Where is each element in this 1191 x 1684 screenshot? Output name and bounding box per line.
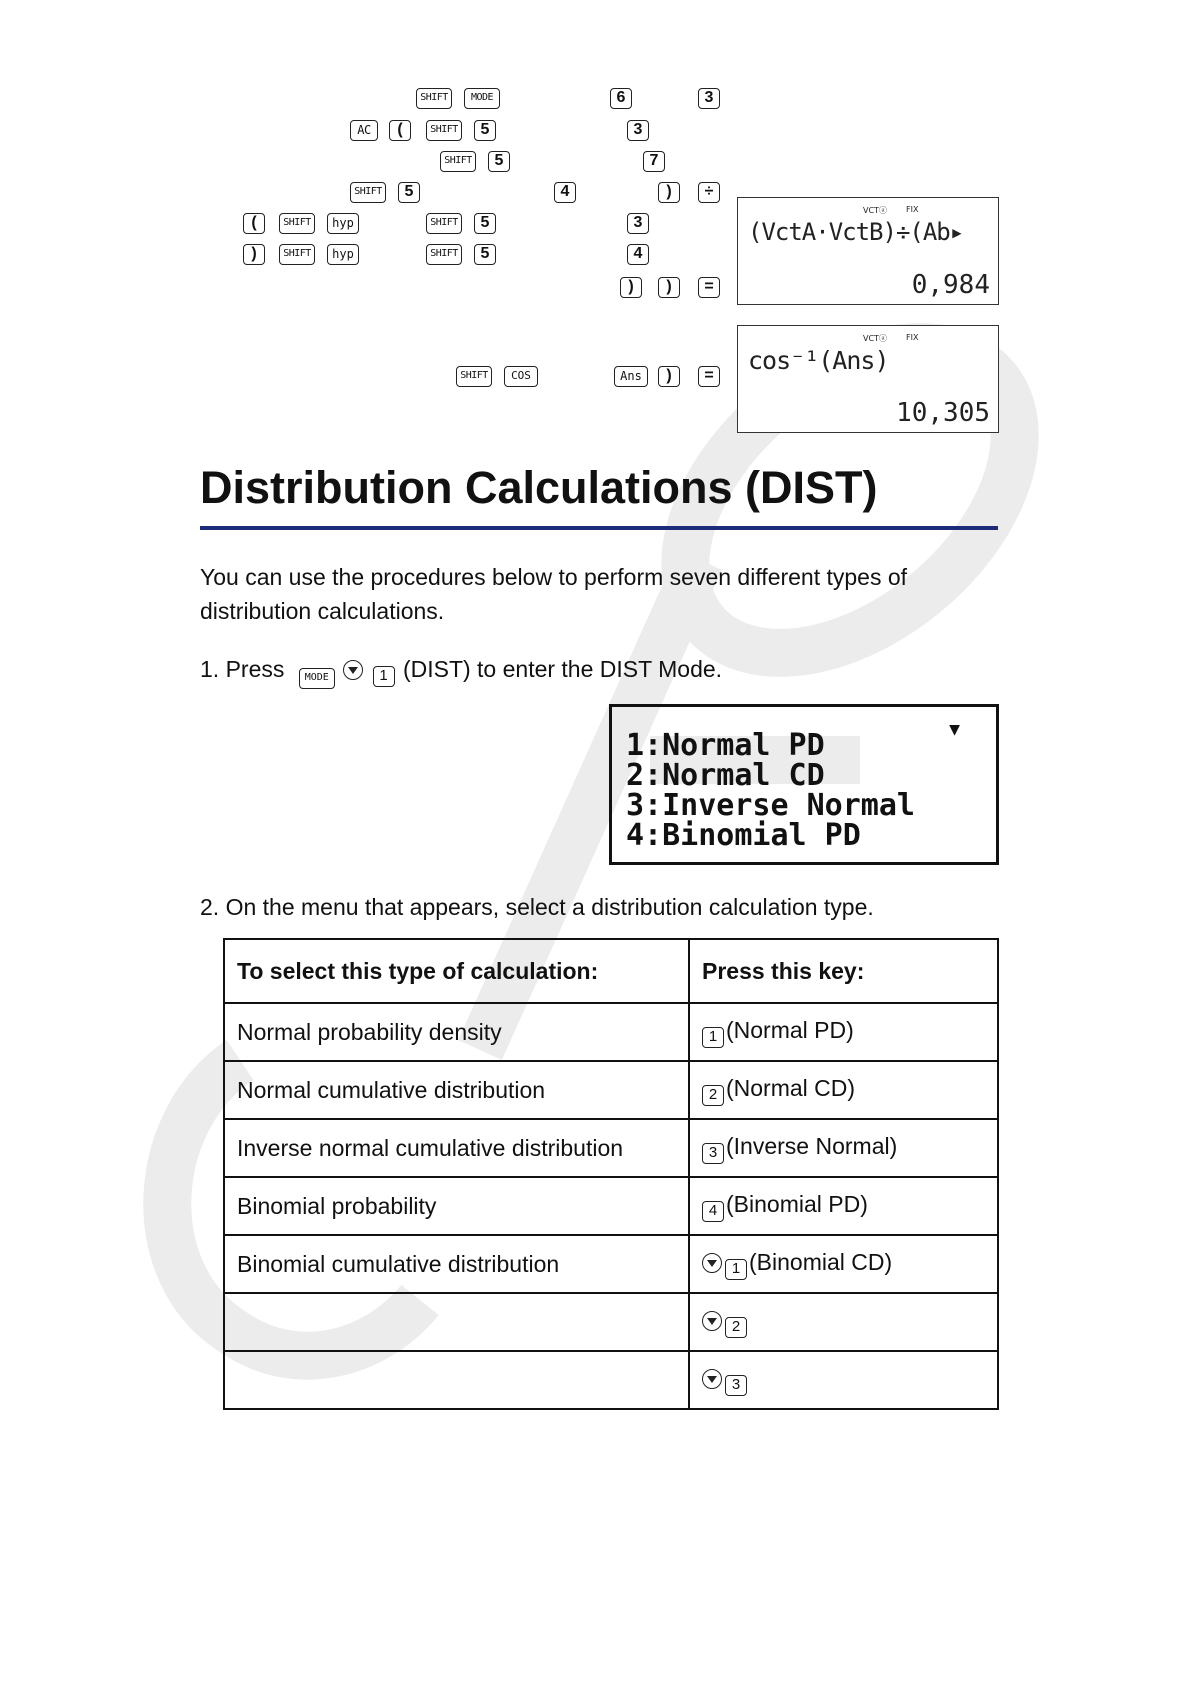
digit-5-key[interactable]: 5 bbox=[488, 151, 510, 172]
heading-rule bbox=[200, 526, 998, 530]
menu-item-inverse-normal: 3:Inverse Normal bbox=[626, 788, 915, 823]
divide-key[interactable]: ÷ bbox=[698, 182, 720, 203]
calculator-screen-1 bbox=[737, 197, 999, 305]
rparen-key[interactable]: ) bbox=[243, 244, 265, 265]
shift-key[interactable]: SHIFT bbox=[456, 366, 492, 387]
hyp-key[interactable]: hyp bbox=[327, 244, 359, 265]
shift-key[interactable]: SHIFT bbox=[416, 88, 452, 109]
digit-key[interactable]: 2 bbox=[702, 1085, 724, 1106]
shift-key[interactable]: SHIFT bbox=[426, 120, 462, 141]
fix-indicator: FIX bbox=[906, 205, 919, 214]
distribution-type-table bbox=[223, 938, 999, 1410]
ac-key[interactable]: AC bbox=[350, 120, 378, 141]
dist-menu-screen bbox=[609, 704, 999, 865]
calculator-screen-2 bbox=[737, 325, 999, 433]
shift-key[interactable]: SHIFT bbox=[426, 244, 462, 265]
calc-type-cell: Binomial cumulative distribution bbox=[224, 1235, 689, 1293]
down-arrow-key-icon[interactable] bbox=[702, 1253, 722, 1273]
key-cell bbox=[689, 1351, 998, 1409]
rparen-key[interactable]: ) bbox=[658, 366, 680, 387]
digit-5-key[interactable]: 5 bbox=[398, 182, 420, 203]
scroll-down-indicator-icon: ▼ bbox=[949, 719, 960, 740]
calc-type-cell: Normal cumulative distribution bbox=[224, 1061, 689, 1119]
intro-paragraph: You can use the procedures below to perform seven different types of distribution calculations. bbox=[200, 564, 908, 624]
key-cell bbox=[689, 1003, 998, 1061]
down-arrow-key-icon[interactable] bbox=[702, 1369, 722, 1389]
table-header: To select this type of calculation: bbox=[224, 939, 689, 1003]
key-label: (Normal PD) bbox=[726, 1016, 854, 1043]
table-header: Press this key: bbox=[689, 939, 998, 1003]
down-arrow-key-icon[interactable] bbox=[343, 660, 363, 680]
digit-4-key[interactable]: 4 bbox=[554, 182, 576, 203]
fix-indicator: FIX bbox=[906, 333, 919, 342]
step-1 bbox=[200, 652, 722, 689]
calc-type-cell: Normal probability density bbox=[224, 1003, 689, 1061]
key-cell bbox=[689, 1235, 998, 1293]
rparen-key[interactable]: ) bbox=[658, 182, 680, 203]
key-cell bbox=[689, 1177, 998, 1235]
calc-type-cell bbox=[224, 1351, 689, 1409]
screen-result: 10,305 bbox=[896, 398, 990, 428]
calc-type-cell: Inverse normal cumulative distribution bbox=[224, 1119, 689, 1177]
digit-7-key[interactable]: 7 bbox=[643, 151, 665, 172]
shift-key[interactable]: SHIFT bbox=[440, 151, 476, 172]
vct-indicator: VCTⓐ bbox=[863, 206, 887, 215]
digit-4-key[interactable]: 4 bbox=[627, 244, 649, 265]
rparen-key[interactable]: ) bbox=[620, 277, 642, 298]
hyp-key[interactable]: hyp bbox=[327, 213, 359, 234]
key-cell bbox=[689, 1293, 998, 1351]
cos-key[interactable]: COS bbox=[504, 366, 538, 387]
digit-5-key[interactable]: 5 bbox=[474, 213, 496, 234]
key-cell bbox=[689, 1061, 998, 1119]
lparen-key[interactable]: ( bbox=[389, 120, 411, 141]
digit-3-key[interactable]: 3 bbox=[698, 88, 720, 109]
shift-key[interactable]: SHIFT bbox=[279, 213, 315, 234]
key-label: (Binomial CD) bbox=[749, 1248, 893, 1275]
digit-5-key[interactable]: 5 bbox=[474, 244, 496, 265]
screen-expression: cos⁻¹(Ans) bbox=[748, 346, 889, 375]
section-heading: Distribution Calculations (DIST) bbox=[200, 462, 878, 513]
calc-type-cell: Binomial probability bbox=[224, 1177, 689, 1235]
lparen-key[interactable]: ( bbox=[243, 213, 265, 234]
equals-key[interactable]: = bbox=[698, 277, 720, 298]
down-arrow-key-icon[interactable] bbox=[702, 1311, 722, 1331]
rparen-key[interactable]: ) bbox=[658, 277, 680, 298]
table-row bbox=[224, 1177, 998, 1235]
step-1-prefix: 1. Press bbox=[200, 656, 285, 682]
key-label: (Inverse Normal) bbox=[726, 1132, 898, 1159]
digit-key[interactable]: 4 bbox=[702, 1201, 724, 1222]
vct-indicator: VCTⓐ bbox=[863, 334, 887, 343]
digit-key[interactable]: 1 bbox=[702, 1027, 724, 1048]
screen-result: 0,984 bbox=[911, 270, 990, 300]
digit-3-key[interactable]: 3 bbox=[627, 213, 649, 234]
menu-item-normal-pd: 1:Normal PD bbox=[626, 728, 825, 763]
equals-key[interactable]: = bbox=[698, 366, 720, 387]
mode-key[interactable]: MODE bbox=[299, 668, 335, 689]
step-2: 2. On the menu that appears, select a distribution calculation type. bbox=[200, 894, 874, 920]
shift-key[interactable]: SHIFT bbox=[279, 244, 315, 265]
digit-key[interactable]: 3 bbox=[702, 1143, 724, 1164]
mode-key[interactable]: MODE bbox=[464, 88, 500, 109]
digit-key[interactable]: 1 bbox=[725, 1259, 747, 1280]
table-row bbox=[224, 1351, 998, 1409]
key-label: (Normal CD) bbox=[726, 1074, 856, 1101]
digit-6-key[interactable]: 6 bbox=[610, 88, 632, 109]
menu-item-binomial-pd: 4:Binomial PD bbox=[626, 818, 861, 853]
table-row bbox=[224, 1235, 998, 1293]
table-row bbox=[224, 1003, 998, 1061]
step-1-suffix: (DIST) to enter the DIST Mode. bbox=[402, 656, 723, 682]
digit-5-key[interactable]: 5 bbox=[474, 120, 496, 141]
table-header-row bbox=[224, 939, 998, 1003]
shift-key[interactable]: SHIFT bbox=[350, 182, 386, 203]
digit-key[interactable]: 2 bbox=[725, 1317, 747, 1338]
ans-key[interactable]: Ans bbox=[614, 366, 648, 387]
digit-1-key[interactable]: 1 bbox=[373, 666, 395, 687]
screen-expression: (VctA·VctB)÷(Ab▸ bbox=[748, 218, 964, 246]
digit-3-key[interactable]: 3 bbox=[627, 120, 649, 141]
table-row bbox=[224, 1293, 998, 1351]
shift-key[interactable]: SHIFT bbox=[426, 213, 462, 234]
menu-item-normal-cd: 2:Normal CD bbox=[626, 758, 825, 793]
digit-key[interactable]: 3 bbox=[725, 1375, 747, 1396]
calc-type-cell bbox=[224, 1293, 689, 1351]
key-label: (Binomial PD) bbox=[726, 1190, 868, 1217]
key-cell bbox=[689, 1119, 998, 1177]
table-row bbox=[224, 1119, 998, 1177]
table-row bbox=[224, 1061, 998, 1119]
